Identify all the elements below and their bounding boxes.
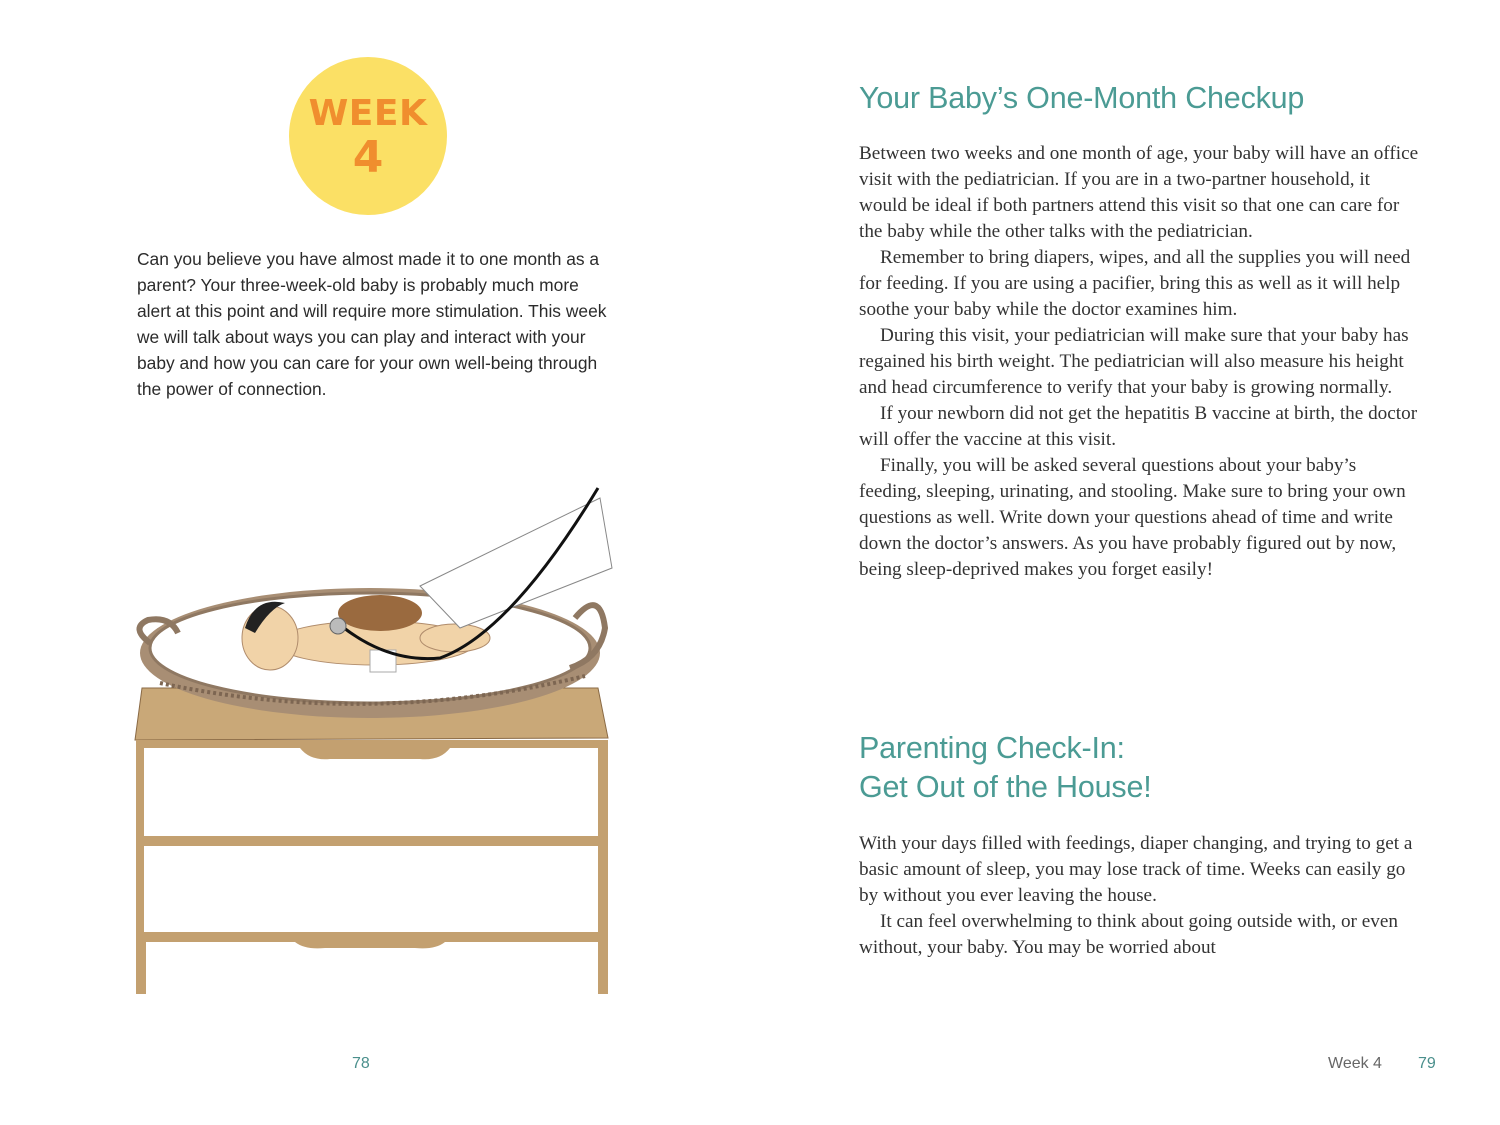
week-badge xyxy=(289,57,447,215)
parenting-body xyxy=(859,831,1419,961)
heading-line: Parenting Check-In: xyxy=(859,731,1125,765)
paragraph: Between two weeks and one month of age, your baby will have an office visit with the pediatrician. If you are in a two-partner household, it would be ideal if both partners attend this visit so that one can care for the baby while the other talks with the pediatrician. xyxy=(859,143,1419,242)
baby-checkup-illustration xyxy=(130,478,620,998)
intro-paragraph: Can you believe you have almost made it to one month as a parent? Your three-week-old baby is probably much more alert at this point and will require more stimulation. This week we will talk about ways you can play and interact with your baby and how you can care for your own well-being through the power of connection. xyxy=(137,249,607,399)
paragraph: During this visit, your pediatrician will make sure that your baby has regained his birth weight. The pediatrician will also measure his height and head circumference to verify that your baby is growing normally. xyxy=(859,325,1409,398)
right-page xyxy=(750,0,1500,1125)
dresser xyxy=(135,688,608,994)
page-number-right: 79 xyxy=(1418,1055,1436,1072)
paragraph: If your newborn did not get the hepatitis B vaccine at birth, the doctor will offer the vaccine at this visit. xyxy=(859,403,1418,450)
heading-line: Get Out of the House! xyxy=(859,770,1152,804)
section-heading-parenting xyxy=(859,729,1359,807)
paragraph: Remember to bring diapers, wipes, and all the supplies you will need for feeding. If you are using a pacifier, bring this as well as it will help soothe your baby while the doctor examines him. xyxy=(859,247,1411,320)
week-badge-label: WEEK xyxy=(308,93,428,134)
page-number-left: 78 xyxy=(352,1055,370,1072)
section-heading-checkup: Your Baby’s One-Month Checkup xyxy=(859,81,1305,115)
paragraph: With your days filled with feedings, diaper changing, and trying to get a basic amount of sleep, you may lose track of time. Weeks can easily go by without you ever leaving the house. xyxy=(859,833,1413,906)
checkup-body xyxy=(859,141,1419,583)
paragraph: Finally, you will be asked several questions about your baby’s feeding, sleeping, urinating, and stooling. Make sure to bring your own questions as well. Write down your questions ahead of time and write down the doctor’s answers. As you have probably figured out by now, being sleep-deprived makes you forget easily! xyxy=(859,455,1406,580)
paragraph: It can feel overwhelming to think about going outside with, or even without, your baby. You may be worried about xyxy=(859,911,1398,958)
running-head: Week 4 xyxy=(1328,1055,1382,1072)
week-badge-number: 4 xyxy=(352,132,384,183)
